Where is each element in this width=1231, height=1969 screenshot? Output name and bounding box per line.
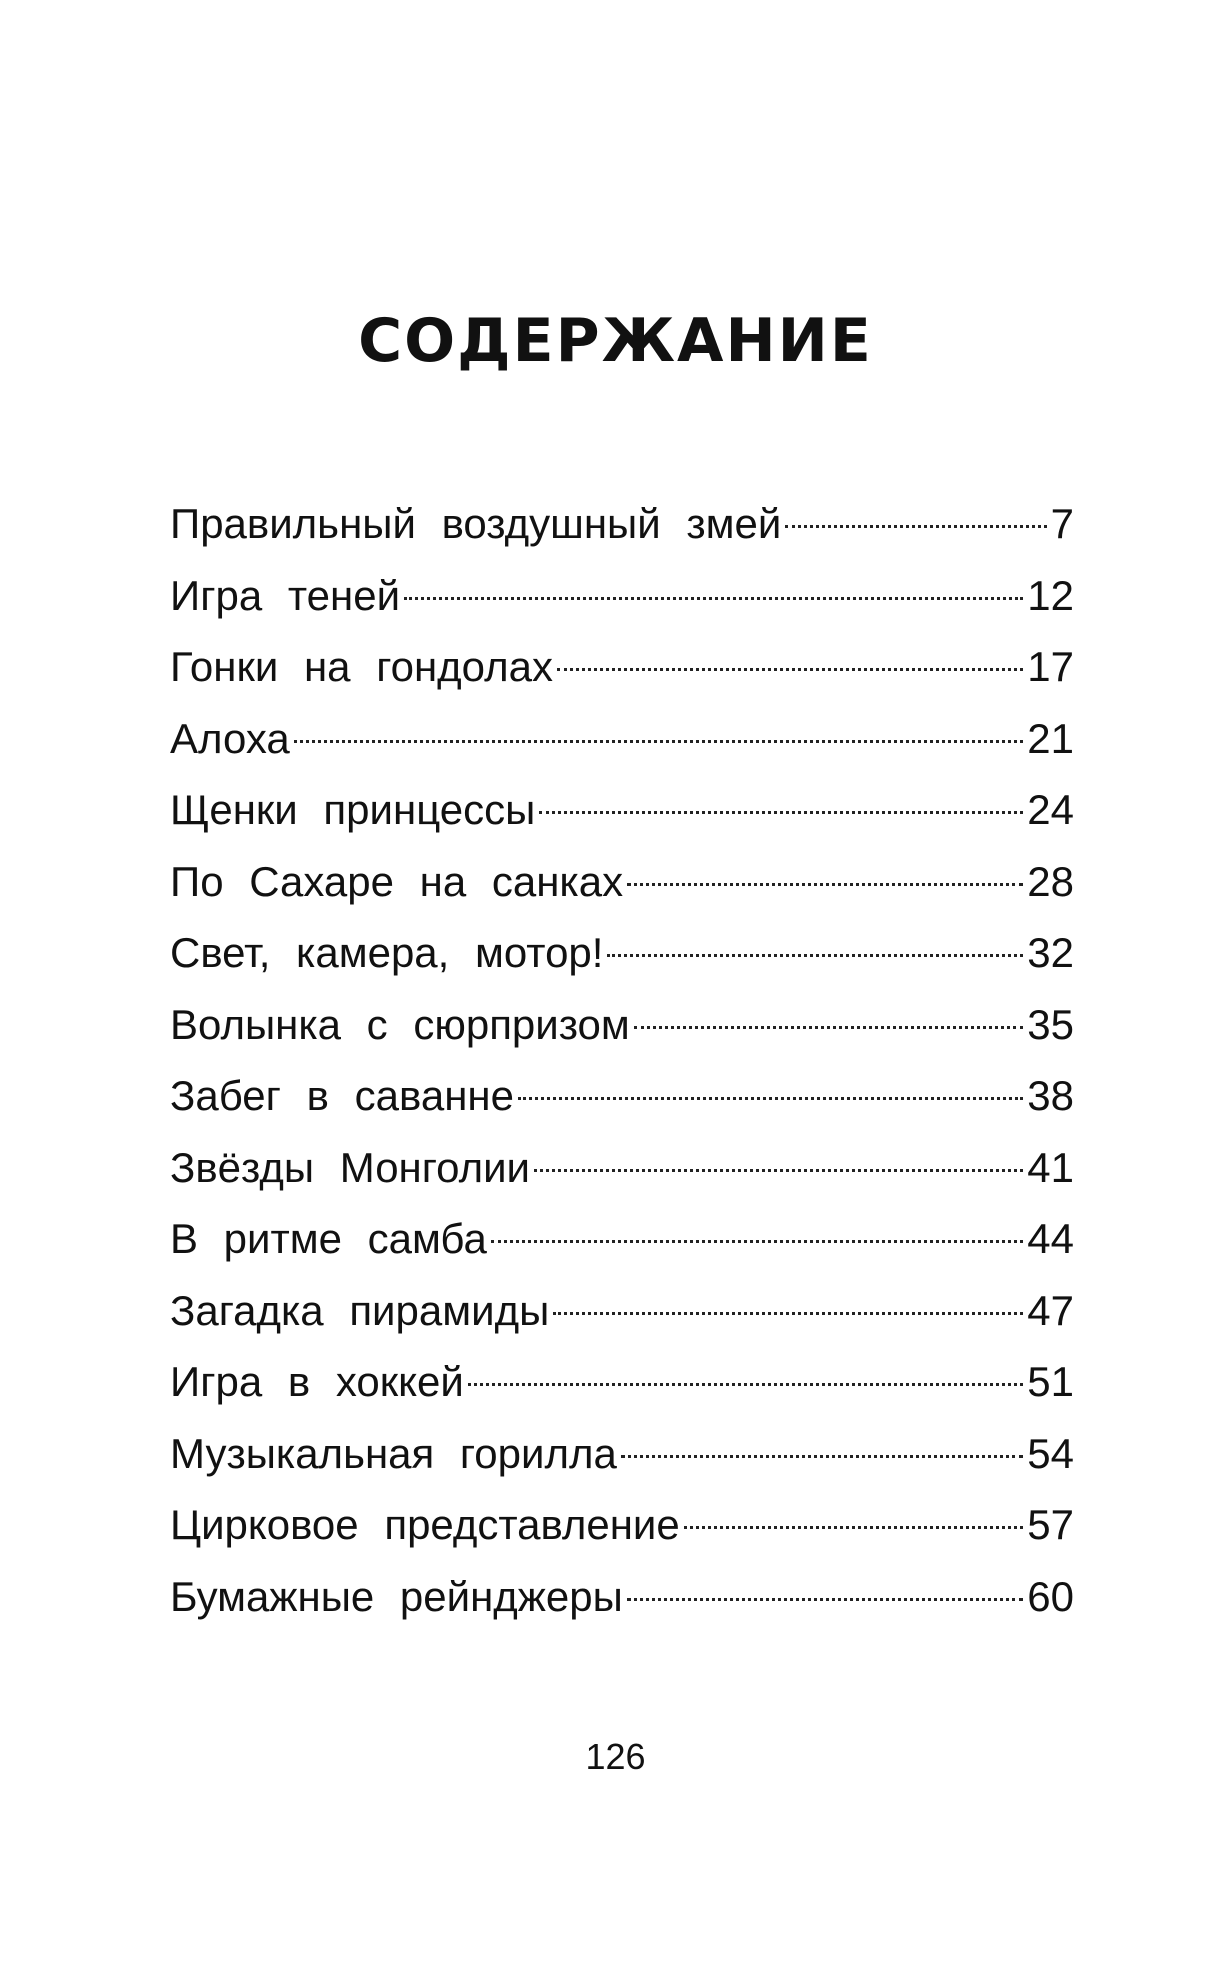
toc-entry bbox=[170, 774, 1074, 846]
toc-entry bbox=[170, 1346, 1074, 1418]
page-number: 126 bbox=[585, 1736, 646, 1777]
toc-entry bbox=[170, 1561, 1074, 1633]
toc-entry bbox=[170, 703, 1074, 775]
toc-dot-leader bbox=[627, 1598, 1023, 1601]
toc-entry-page: 24 bbox=[1027, 786, 1074, 833]
toc-entry bbox=[170, 1060, 1074, 1132]
toc-entry-title: Щенки принцессы bbox=[170, 786, 536, 833]
toc-entry bbox=[170, 1418, 1074, 1490]
toc-entry-page: 47 bbox=[1027, 1286, 1074, 1334]
toc-entry bbox=[170, 488, 1074, 560]
toc-entry-page: 44 bbox=[1027, 1215, 1074, 1262]
toc-entry bbox=[170, 989, 1074, 1061]
toc-entry bbox=[170, 1203, 1074, 1275]
toc-entry-title: Свет, камера, мотор! bbox=[170, 929, 604, 976]
toc-entry bbox=[170, 631, 1074, 703]
toc-entry bbox=[170, 1132, 1074, 1204]
toc-dot-leader bbox=[785, 525, 1046, 528]
toc-dot-leader bbox=[518, 1097, 1023, 1100]
toc-entry-title: Игра теней bbox=[170, 571, 401, 619]
toc-dot-leader bbox=[627, 883, 1023, 886]
table-of-contents bbox=[170, 488, 1074, 1632]
toc-entry-title: Цирковое представление bbox=[170, 1501, 680, 1548]
toc-entry-page: 60 bbox=[1027, 1572, 1074, 1620]
toc-entry-page: 57 bbox=[1027, 1501, 1074, 1548]
toc-entry-page: 38 bbox=[1027, 1072, 1074, 1119]
toc-entry-page: 7 bbox=[1050, 500, 1074, 547]
toc-entry-title: Бумажные рейнджеры bbox=[170, 1572, 623, 1620]
toc-entry-page: 51 bbox=[1027, 1358, 1074, 1405]
toc-dot-leader bbox=[534, 1169, 1023, 1172]
toc-entry-title: Загадка пирамиды bbox=[170, 1286, 550, 1334]
toc-entry-title: В ритме самба bbox=[170, 1215, 487, 1262]
toc-dot-leader bbox=[621, 1455, 1023, 1458]
toc-dot-leader bbox=[404, 597, 1023, 600]
toc-entry bbox=[170, 560, 1074, 632]
toc-dot-leader bbox=[607, 954, 1023, 957]
toc-dot-leader bbox=[557, 668, 1023, 671]
toc-dot-leader bbox=[294, 740, 1024, 743]
toc-dot-leader bbox=[634, 1026, 1024, 1029]
toc-entry-title: Музыкальная горилла bbox=[170, 1429, 617, 1477]
toc-entry-title: Алоха bbox=[170, 714, 290, 762]
toc-dot-leader bbox=[468, 1383, 1023, 1386]
toc-entry bbox=[170, 1489, 1074, 1561]
toc-entry-page: 12 bbox=[1027, 571, 1074, 619]
toc-entry-page: 35 bbox=[1027, 1000, 1074, 1048]
page-title: СОДЕРЖАНИЕ bbox=[358, 306, 873, 376]
toc-entry-title: Забег в саванне bbox=[170, 1072, 514, 1119]
toc-entry-page: 28 bbox=[1027, 857, 1074, 905]
toc-entry-title: По Сахаре на санках bbox=[170, 857, 624, 905]
toc-entry-title: Игра в хоккей bbox=[170, 1358, 464, 1405]
toc-dot-leader bbox=[491, 1240, 1023, 1243]
toc-dot-leader bbox=[553, 1312, 1023, 1315]
toc-entry-page: 21 bbox=[1027, 714, 1074, 762]
toc-entry bbox=[170, 917, 1074, 989]
toc-entry-title: Гонки на гондолах bbox=[170, 643, 553, 690]
toc-entry-title: Правильный воздушный змей bbox=[170, 500, 782, 547]
toc-entry-title: Волынка с сюрпризом bbox=[170, 1000, 630, 1048]
toc-entry-page: 17 bbox=[1027, 643, 1074, 690]
toc-entry-page: 54 bbox=[1027, 1429, 1074, 1477]
toc-entry bbox=[170, 1275, 1074, 1347]
toc-entry-title: Звёзды Монголии bbox=[170, 1143, 531, 1191]
toc-entry bbox=[170, 846, 1074, 918]
toc-dot-leader bbox=[539, 811, 1023, 814]
toc-dot-leader bbox=[684, 1526, 1024, 1529]
toc-entry-page: 32 bbox=[1027, 929, 1074, 976]
toc-entry-page: 41 bbox=[1027, 1143, 1074, 1191]
